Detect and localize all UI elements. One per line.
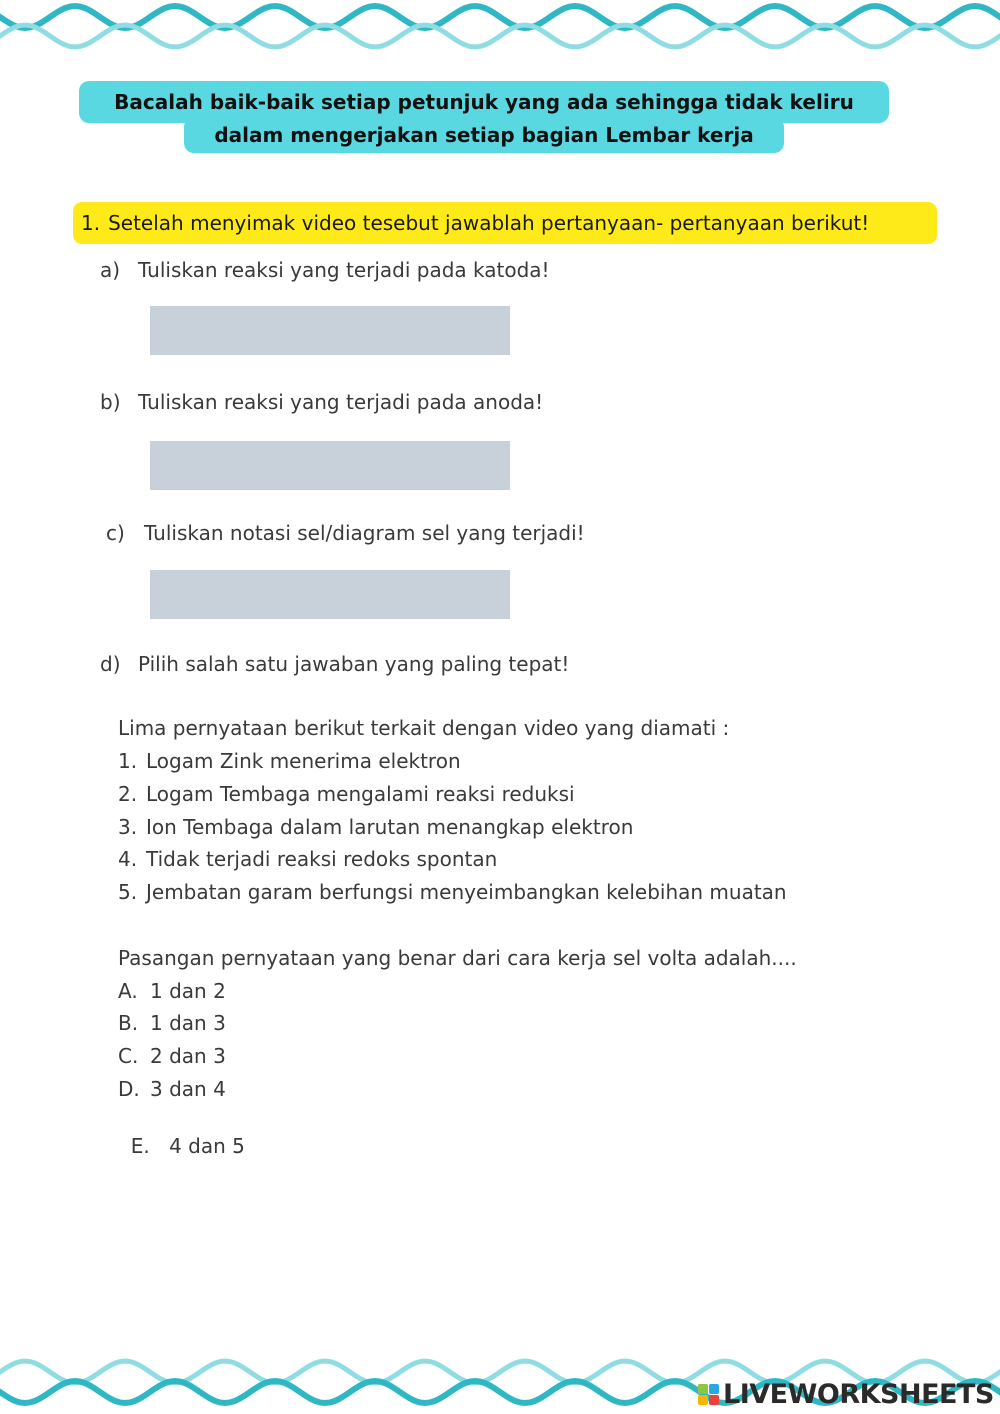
sub-question-letter: b) xyxy=(100,390,121,414)
sub-question-d xyxy=(100,652,569,676)
statement-item xyxy=(118,749,461,773)
statement-number: 1. xyxy=(118,749,138,773)
sub-question-text: Pilih salah satu jawaban yang paling tepat! xyxy=(138,652,570,676)
sub-question-text: Tuliskan notasi sel/diagram sel yang terjadi! xyxy=(144,521,585,545)
statement-item xyxy=(118,880,787,904)
option-letter: A. xyxy=(118,979,138,1003)
logo-tile xyxy=(709,1384,719,1394)
statements-intro: Lima pernyataan berikut terkait dengan video yang diamati : xyxy=(118,716,730,740)
option-b[interactable] xyxy=(118,1011,226,1035)
statement-text: Logam Zink menerima elektron xyxy=(146,749,461,773)
sub-question-c xyxy=(106,521,585,545)
question-text: Setelah menyimak video tesebut jawablah pertanyaan- pertanyaan berikut! xyxy=(108,211,870,235)
instruction-text-2: dalam mengerjakan setiap bagian Lembar kerja xyxy=(214,123,754,147)
logo-tile xyxy=(709,1395,719,1405)
statement-number: 2. xyxy=(118,782,138,806)
option-letter: B. xyxy=(118,1011,139,1035)
sub-question-text: Tuliskan reaksi yang terjadi pada katoda! xyxy=(138,258,550,282)
statement-number: 5. xyxy=(118,880,138,904)
sub-question-letter: c) xyxy=(106,521,125,545)
option-d[interactable] xyxy=(118,1077,226,1101)
instruction-text-1: Bacalah baik-baik setiap petunjuk yang ada sehingga tidak keliru xyxy=(114,90,854,114)
sub-question-letter: d) xyxy=(100,652,121,676)
question-heading xyxy=(73,202,937,244)
answer-box-a[interactable] xyxy=(150,306,510,355)
option-a[interactable] xyxy=(118,979,226,1003)
option-c[interactable] xyxy=(118,1044,226,1068)
liveworksheets-logo-icon xyxy=(698,1384,719,1405)
top-wave-decoration xyxy=(0,0,1000,60)
option-e[interactable] xyxy=(118,1110,245,1158)
choice-prompt: Pasangan pernyataan yang benar dari cara kerja sel volta adalah.... xyxy=(118,946,797,970)
option-letter: C. xyxy=(118,1044,139,1068)
option-letter: E. xyxy=(130,1134,150,1158)
option-text: 4 dan 5 xyxy=(162,1134,245,1158)
statement-item xyxy=(118,815,633,839)
logo-tile xyxy=(698,1384,708,1394)
sub-question-letter: a) xyxy=(100,258,121,282)
statement-text: Ion Tembaga dalam larutan menangkap elektron xyxy=(146,815,634,839)
statement-text: Jembatan garam berfungsi menyeimbangkan kelebihan muatan xyxy=(146,880,787,904)
option-text: 2 dan 3 xyxy=(150,1044,226,1068)
instruction-banner-line-2 xyxy=(184,117,784,153)
statement-number: 3. xyxy=(118,815,138,839)
sub-question-a xyxy=(100,258,550,282)
statement-item xyxy=(118,847,497,871)
brand-name: LIVEWORKSHEETS xyxy=(723,1378,994,1410)
option-text: 3 dan 4 xyxy=(150,1077,226,1101)
option-letter: D. xyxy=(118,1077,140,1101)
sub-question-text: Tuliskan reaksi yang terjadi pada anoda! xyxy=(138,390,544,414)
question-number: 1. xyxy=(81,211,101,235)
liveworksheets-brand xyxy=(698,1378,994,1410)
statement-item xyxy=(118,782,575,806)
sub-question-b xyxy=(100,390,543,414)
option-text: 1 dan 2 xyxy=(150,979,226,1003)
statement-number: 4. xyxy=(118,847,138,871)
option-text: 1 dan 3 xyxy=(150,1011,226,1035)
answer-box-b[interactable] xyxy=(150,441,510,490)
answer-box-c[interactable] xyxy=(150,570,510,619)
statement-text: Logam Tembaga mengalami reaksi reduksi xyxy=(146,782,575,806)
statement-text: Tidak terjadi reaksi redoks spontan xyxy=(146,847,498,871)
logo-tile xyxy=(698,1395,708,1405)
